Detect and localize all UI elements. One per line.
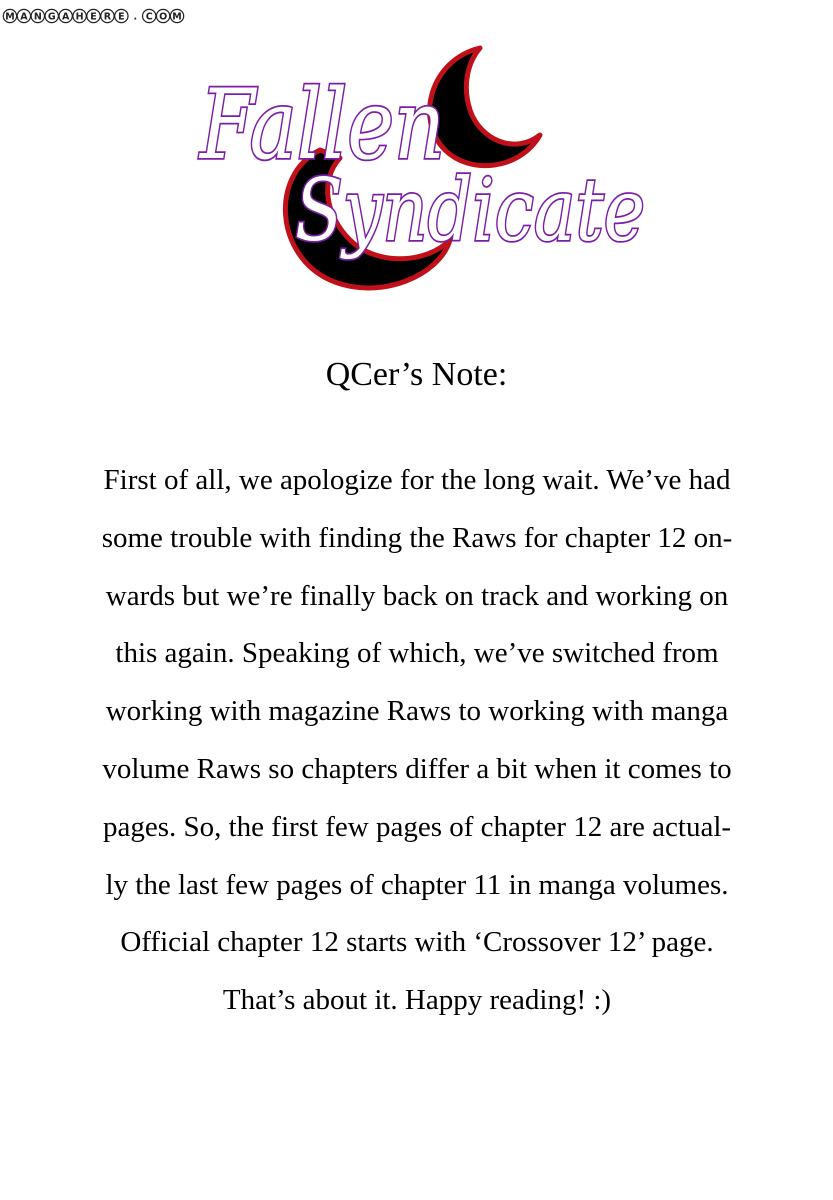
watermark-letter xyxy=(170,9,183,22)
note-line: ly the last few pages of chapter 11 in manga volumes. xyxy=(105,868,729,901)
svg-text:C: C xyxy=(145,11,153,23)
note-line: pages. So, the first few pages of chapter 12 are actual- xyxy=(102,810,732,843)
watermark-letter xyxy=(59,9,72,22)
note-body xyxy=(22,452,812,1030)
logo-line-syndicate: Syndicate xyxy=(295,161,645,261)
note-line: some trouble with finding the Raws for chapter 12 on- xyxy=(101,521,733,554)
watermark-letter xyxy=(101,9,114,22)
note-line: That’s about it. Happy reading! :) xyxy=(222,984,612,1017)
svg-text:E: E xyxy=(118,11,125,23)
watermark-letter xyxy=(143,9,156,22)
note-line: this again. Speaking of which, we’ve switched from xyxy=(115,637,719,670)
svg-text:H: H xyxy=(75,11,84,23)
logo-line-fallen: Fallen xyxy=(198,69,445,181)
watermark-letter xyxy=(156,9,169,22)
note-line: First of all, we apologize for the long wait. We’ve had xyxy=(103,464,731,496)
svg-text:N: N xyxy=(33,11,42,23)
svg-text:M: M xyxy=(172,11,182,23)
watermark-letter xyxy=(17,9,30,22)
note-line: Official chapter 12 starts with ‘Crossover 12’ page. xyxy=(120,926,714,959)
watermark-letter xyxy=(133,12,137,23)
note-line: wards but we’re finally back on track and working on xyxy=(105,579,729,612)
svg-text:G: G xyxy=(47,11,56,23)
note-line: working with magazine Raws to working with manga xyxy=(105,695,729,728)
watermark-letter xyxy=(73,9,86,22)
watermark xyxy=(3,6,184,26)
svg-text:E: E xyxy=(90,11,97,23)
svg-text:R: R xyxy=(103,11,112,23)
note-line: volume Raws so chapters differ a bit when it comes to xyxy=(102,752,732,785)
watermark-letter xyxy=(115,9,128,22)
svg-text:O: O xyxy=(159,11,168,23)
watermark-letter xyxy=(87,9,100,22)
watermark-letter xyxy=(3,9,16,22)
watermark-letter xyxy=(31,9,44,22)
upper-crescent-icon xyxy=(430,48,540,166)
svg-text:M: M xyxy=(5,11,15,23)
svg-text:A: A xyxy=(20,11,28,23)
watermark-letter xyxy=(45,9,58,22)
svg-text:.: . xyxy=(133,11,138,23)
note-title: QCer’s Note: xyxy=(325,356,508,393)
fallen-syndicate-logo xyxy=(180,40,660,310)
svg-text:A: A xyxy=(61,11,70,23)
